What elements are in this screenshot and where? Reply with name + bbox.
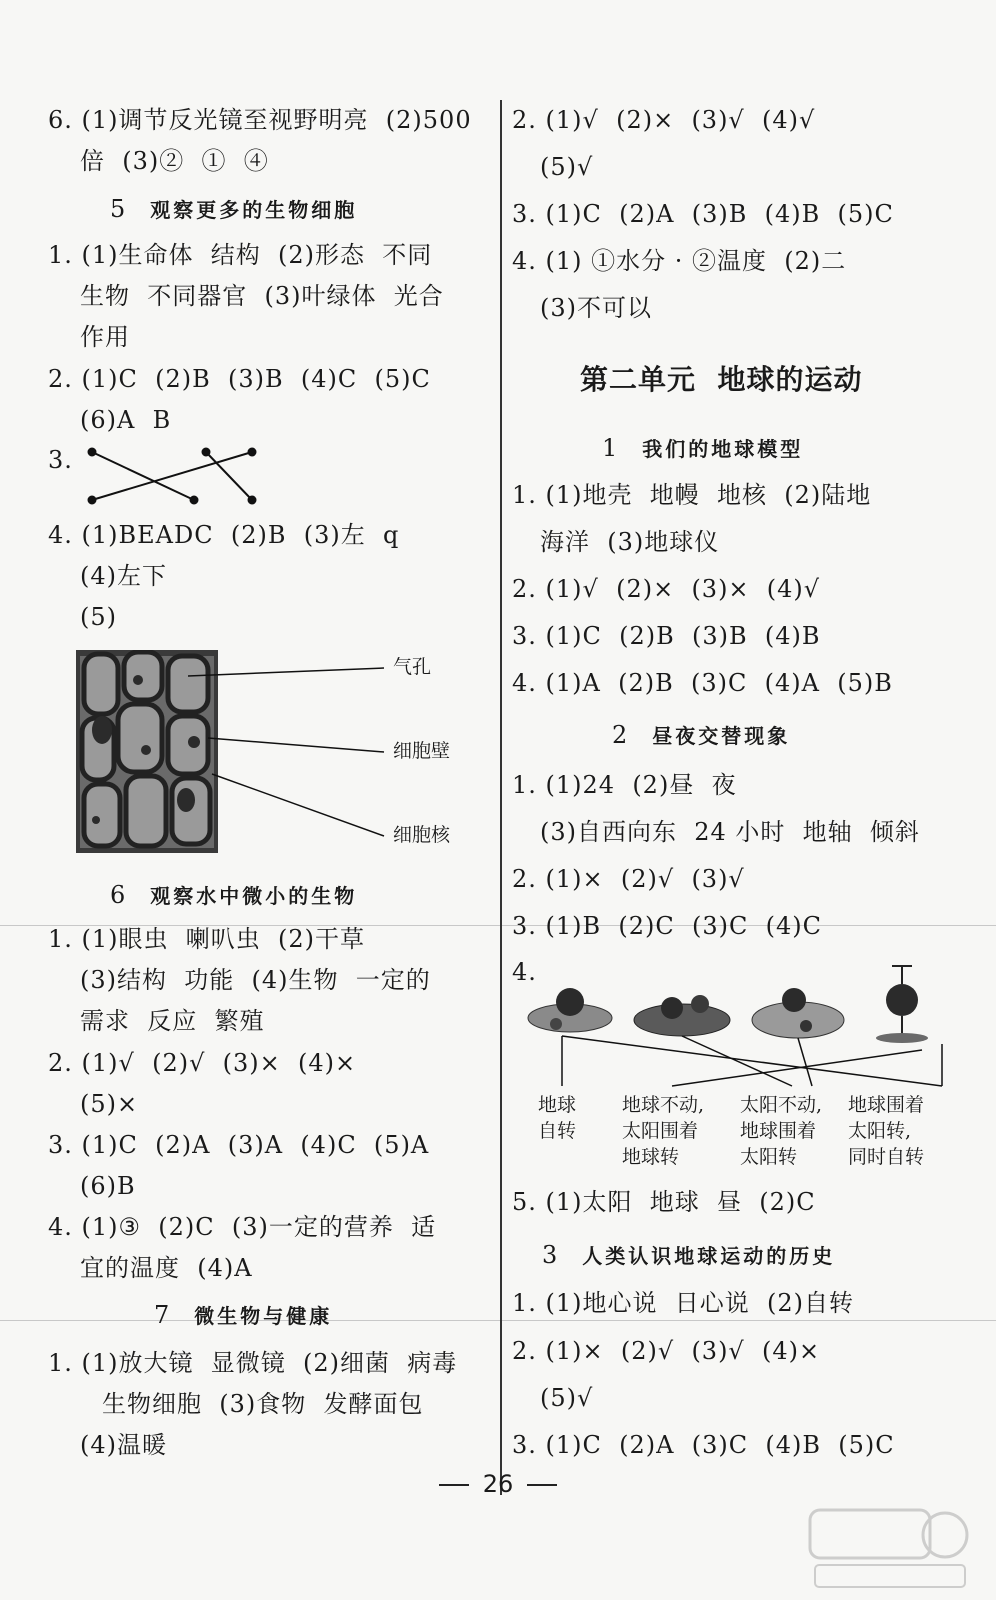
section-heading (110, 880, 357, 909)
answer-line: (5)√ (540, 1384, 594, 1412)
watermark-logo (805, 1505, 975, 1595)
answer-line: 1. (1)地心说 日心说 (2)自转 (512, 1289, 855, 1317)
answer-line: 4. (1) ①水分 · ②温度 (2)二 (512, 247, 847, 275)
answer-line: (4)左下 (80, 562, 167, 590)
answer-line: 海洋 (3)地球仪 (540, 528, 720, 556)
answer-line: 2. (1)√ (2)√ (3)× (4)× (48, 1049, 357, 1077)
section-title: 微生物与健康 (194, 1304, 333, 1328)
answer-line: 生物细胞 (3)食物 发酵面包 (102, 1390, 424, 1418)
section-title: 人类认识地球运动的历史 (582, 1244, 836, 1268)
answer-line: 2. (1)√ (2)× (3)× (4)√ (512, 575, 821, 603)
answer-line: 4. (1)③ (2)C (3)一定的营养 适 (48, 1213, 437, 1241)
answer-line: 作用 (80, 323, 130, 351)
page-number-text: 26 (482, 1470, 514, 1498)
model-caption: 自转 (538, 1120, 577, 1142)
answer-line: (3)不可以 (540, 294, 652, 322)
section-title: 观察水中微小的生物 (150, 884, 358, 908)
answer-line: 3. (1)C (2)A (3)C (4)B (5)C (512, 1431, 895, 1459)
answer-line: 宜的温度 (4)A (80, 1254, 253, 1282)
model-caption: 地球围着 (740, 1120, 817, 1142)
answer-line: 6. (1)调节反光镜至视野明亮 (2)500 (48, 106, 472, 134)
model-caption: 同时自转 (848, 1146, 925, 1168)
model-earth-rotation (528, 988, 612, 1032)
answer-line: 4. (512, 958, 537, 986)
answer-line: 2. (1)√ (2)× (3)√ (4)√ (512, 106, 816, 134)
matching-line (89, 449, 256, 504)
answer-line: 需求 反应 繁殖 (80, 1007, 265, 1035)
dash-left (439, 1484, 469, 1486)
page-fold-line (0, 1320, 996, 1321)
answer-line: (6)B (80, 1172, 136, 1200)
answer-line: 1. (1)24 (2)昼 夜 (512, 771, 737, 799)
section-heading (110, 194, 357, 223)
model-caption: 地球 (538, 1094, 577, 1116)
model-caption: 太阳不动, (740, 1094, 823, 1116)
answer-line: (5) (80, 603, 117, 631)
column-divider (500, 100, 502, 1495)
answer-line: (5)× (80, 1090, 139, 1118)
answer-line: (6)A B (80, 406, 172, 434)
answer-line: 2. (1)C (2)B (3)B (4)C (5)C (48, 365, 431, 393)
section-number: 3 (542, 1241, 561, 1269)
section-title: 我们的地球模型 (642, 437, 804, 461)
model-caption: 太阳转, (848, 1120, 912, 1142)
section-heading (602, 433, 803, 462)
answer-line: 1. (1)地壳 地幔 地核 (2)陆地 (512, 481, 872, 509)
page-number (0, 1470, 996, 1498)
answer-line: 1. (1)放大镜 显微镜 (2)细菌 病毒 (48, 1349, 458, 1377)
section-heading (154, 1300, 332, 1329)
model-caption: 太阳转 (740, 1146, 798, 1168)
answer-line: (4)温暖 (80, 1431, 167, 1459)
model-heliocentric (752, 988, 844, 1038)
answer-line: 3. (1)B (2)C (3)C (4)C (512, 912, 823, 940)
answer-line: 3. (1)C (2)A (3)A (4)C (5)A (48, 1131, 430, 1159)
model-geocentric (634, 995, 730, 1036)
section-title: 昼夜交替现象 (652, 724, 791, 748)
label-pointer-lines (188, 660, 388, 860)
earth-sun-models-illustration (522, 958, 952, 1098)
answer-line: 3. (48, 446, 73, 474)
section-heading (542, 1240, 835, 1269)
answer-line: 5. (1)太阳 地球 昼 (2)C (512, 1188, 816, 1216)
answer-line: 2. (1)× (2)√ (3)√ (512, 865, 745, 893)
answer-line: 1. (1)生命体 结构 (2)形态 不同 (48, 241, 433, 269)
answer-line: (3)结构 功能 (4)生物 一定的 (80, 966, 431, 994)
answer-line: (5)√ (540, 153, 594, 181)
model-caption: 地球转 (622, 1146, 680, 1168)
model-caption: 地球围着 (848, 1094, 925, 1116)
model-caption: 太阳围着 (622, 1120, 699, 1142)
label-stoma: 气孔 (393, 656, 432, 678)
label-nucleus: 细胞核 (393, 824, 451, 846)
answer-line: (3)自西向东 24 小时 地轴 倾斜 (540, 818, 920, 846)
answer-line: 倍 (3)② ① ④ (80, 147, 269, 175)
answer-line: 4. (1)A (2)B (3)C (4)A (5)B (512, 669, 893, 697)
section-heading (612, 720, 790, 749)
answer-line: 2. (1)× (2)√ (3)√ (4)× (512, 1337, 821, 1365)
dash-right (527, 1484, 557, 1486)
unit-title: 第二单元 地球的运动 (580, 363, 863, 396)
answer-line: 3. (1)C (2)B (3)B (4)B (512, 622, 821, 650)
answer-line: 1. (1)眼虫 喇叭虫 (2)干草 (48, 925, 366, 953)
section-number: 5 (110, 195, 129, 223)
section-number: 7 (154, 1301, 173, 1329)
section-number: 6 (110, 881, 129, 909)
section-number: 2 (612, 721, 631, 749)
model-caption: 地球不动, (622, 1094, 705, 1116)
answer-line: 3. (1)C (2)A (3)B (4)B (5)C (512, 200, 894, 228)
section-title: 观察更多的生物细胞 (150, 198, 358, 222)
section-number: 1 (602, 434, 621, 462)
matching-lines-diagram (86, 444, 266, 508)
model-orbit-and-rotation (876, 966, 928, 1043)
answer-line: 4. (1)BEADC (2)B (3)左 q (48, 521, 400, 549)
label-cell-wall: 细胞壁 (393, 740, 451, 762)
answer-line: 生物 不同器官 (3)叶绿体 光合 (80, 282, 444, 310)
